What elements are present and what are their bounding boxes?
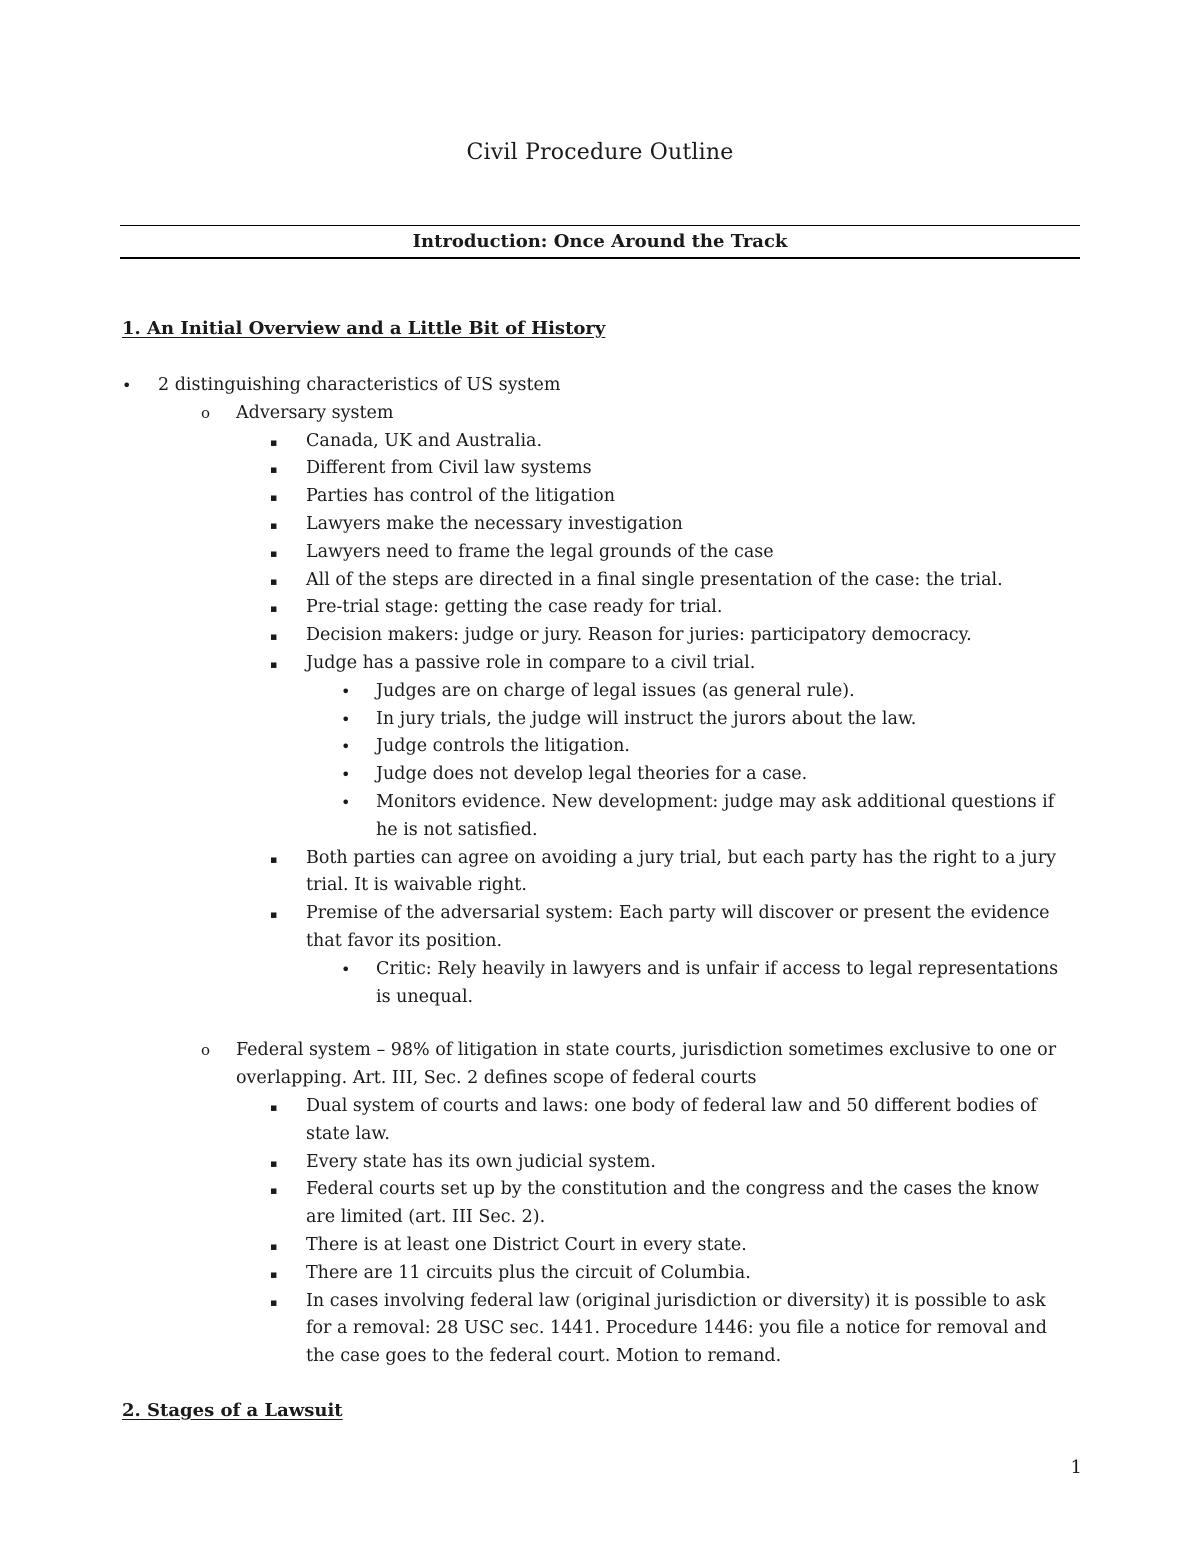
square-bullet-icon: ▪ [270, 657, 278, 671]
square-bullet-icon: ▪ [270, 435, 278, 449]
circle-bullet-icon: o [201, 403, 211, 422]
square-bullet-icon: ▪ [270, 518, 278, 532]
list-item: • Monitors evidence. New development: judge may ask additional questions if he is not satisfied. [0, 789, 1066, 845]
list-item: ▪ Both parties can agree on avoiding a jury trial, but each party has the right to a jury trial. It is waivable right. [270, 847, 1057, 896]
list-item: ▪ Premise of the adversarial system: Each party will discover or present the evidence that favor its position. [270, 903, 1050, 951]
list-item: ▪ There is at least one District Court in every state. [0, 1232, 1066, 1260]
list-item: ▪ Lawyers need to frame the legal grounds of the case [0, 539, 1066, 567]
list-item: ▪ Judge has a passive role in compare to a civil trial. [0, 650, 1066, 678]
list-item: ▪ Federal courts set up by the constitution and the congress and the cases the know are limited (art. III Sec. 2). [270, 1179, 1040, 1228]
list-item: ▪ In cases involving federal law (original jurisdiction or diversity) it is possible to ask for a removal: 28 USC sec. 1441. Procedure 1446: you file a notice for removal and the case goes to the federal court. Motion to remand. [270, 1290, 1047, 1367]
list-item: • 2 distinguishing characteristics of US system [0, 372, 1058, 400]
square-bullet-icon: ▪ [270, 1156, 278, 1170]
list-item: ▪ There are 11 circuits plus the circuit of Columbia. [0, 1260, 1066, 1288]
bullet-icon: • [341, 959, 351, 979]
square-bullet-icon: ▪ [270, 1100, 278, 1114]
square-bullet-icon: ▪ [270, 546, 278, 560]
heading-initial-overview: 1. An Initial Overview and a Little Bit of History [122, 318, 606, 339]
square-bullet-icon: ▪ [270, 574, 278, 588]
outline-list [0, 372, 1200, 1371]
list-item: ▪ Every state has its own judicial system. [0, 1149, 1066, 1177]
list-item: ▪ Dual system of courts and laws: one body of federal law and 50 different bodies of state law. [270, 1095, 1037, 1144]
list-item: ▪ Canada, UK and Australia. [0, 428, 1066, 456]
list-item: o Adversary system [0, 400, 1066, 428]
list-item: • Judges are on charge of legal issues (as general rule). [0, 678, 1066, 706]
list-item: ▪ All of the steps are directed in a final single presentation of the case: the trial. [0, 567, 1066, 595]
bullet-icon: • [341, 737, 351, 757]
banner-top-rule [120, 225, 1080, 226]
square-bullet-icon: ▪ [270, 491, 278, 505]
list-item: ▪ Lawyers make the necessary investigation [0, 511, 1066, 539]
square-bullet-icon: ▪ [270, 1295, 278, 1309]
square-bullet-icon: ▪ [270, 630, 278, 644]
page-number: 1 [1070, 1457, 1082, 1478]
bullet-icon: • [341, 709, 351, 729]
list-item: • Judge controls the litigation. [0, 733, 1066, 761]
bullet-icon: • [341, 792, 351, 812]
square-bullet-icon: ▪ [270, 602, 278, 616]
section-banner: Introduction: Once Around the Track [412, 231, 788, 252]
bullet-icon: • [122, 376, 132, 395]
list-item: ▪ Different from Civil law systems [0, 455, 1066, 483]
list-item: • Judge does not develop legal theories for a case. [0, 761, 1066, 789]
document-title: Civil Procedure Outline [466, 140, 734, 165]
heading-stages-of-lawsuit: 2. Stages of a Lawsuit [122, 1400, 343, 1421]
square-bullet-icon: ▪ [270, 1184, 278, 1198]
bullet-icon: • [341, 681, 351, 701]
bullet-icon: • [341, 765, 351, 785]
square-bullet-icon: ▪ [270, 463, 278, 477]
circle-bullet-icon: o [201, 1041, 211, 1060]
list-item: ▪ Decision makers: judge or jury. Reason for juries: participatory democracy. [0, 622, 1066, 650]
square-bullet-icon: ▪ [270, 1267, 278, 1281]
list-item: ▪ Pre-trial stage: getting the case ready for trial. [0, 594, 1066, 622]
square-bullet-icon: ▪ [270, 908, 278, 922]
square-bullet-icon: ▪ [270, 852, 278, 866]
square-bullet-icon: ▪ [270, 1239, 278, 1253]
spacer [0, 1011, 1200, 1037]
list-item: ▪ Parties has control of the litigation [0, 483, 1066, 511]
banner-bottom-rule [120, 257, 1080, 259]
list-item: • In jury trials, the judge will instruct the jurors about the law. [0, 706, 1066, 734]
list-item: • Critic: Rely heavily in lawyers and is unfair if access to legal representations is unequal. [0, 956, 1066, 1012]
list-item: o Federal system – 98% of litigation in state courts, jurisdiction sometimes exclusive to one or overlapping. Art. III, Sec. 2 defines scope of federal courts [0, 1037, 1066, 1093]
